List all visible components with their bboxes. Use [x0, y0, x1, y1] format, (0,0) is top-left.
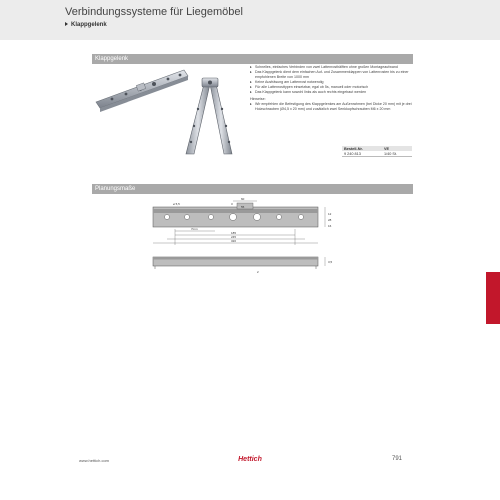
breadcrumb	[65, 22, 107, 28]
feature-item: ▸ Keine Ausfräsung am Lattenrost notwendig	[250, 80, 415, 85]
hinweis-item: ▸ Wir empfehlen die Befestigung des Klappgelenkes am Außenrahmen (bei Dicke 20 mm) mit je drei Holzschrauben (Ø4,5 x 20 mm) und zusätzlich zwei Senkkopfschrauben M6 x 20 mm	[250, 102, 415, 112]
dim-label: 16	[328, 224, 332, 228]
hinge-photo-illustration	[92, 64, 244, 156]
section-bar-product: Klappgelenk	[92, 54, 413, 64]
dim-label: 3	[231, 202, 233, 206]
feature-item: ▸ Für alle Lattenrosttypen einsetzbar, egal ob 5s, manuell oder motorisch	[250, 85, 415, 90]
page-number: 791	[392, 456, 403, 462]
hinge-bar-flat	[96, 70, 188, 112]
brand-logo	[232, 454, 268, 466]
feature-item: ▸ Schnelles, einfaches Verbinden von zwei Lattenrosthälften ohne großen Montageaufwand	[250, 65, 415, 70]
dim-label: ø 5,5	[173, 202, 180, 206]
dim-label: 185	[231, 231, 237, 235]
logo-text: Hettich	[238, 456, 262, 463]
hinge-top-view	[153, 203, 318, 227]
dim-label: 28	[328, 218, 332, 222]
dimension-drawing	[145, 195, 360, 285]
section-bar-planning: Planungsmaße	[92, 184, 413, 194]
dim-label: 60	[241, 197, 245, 201]
feature-item: ▸ Das Klappgelenk kann sowohl links als auch rechts eingebaut werden	[250, 90, 415, 95]
dim-label: 2	[257, 270, 259, 274]
footer-url[interactable]: www.hettich.com	[79, 458, 110, 463]
dim-label: 3,5	[328, 260, 333, 264]
order-col-header: VE	[382, 146, 412, 151]
dim-label: 7mm	[191, 227, 198, 231]
product-photo	[92, 64, 244, 156]
order-col-header: Bestell-Nr.	[342, 146, 382, 151]
packing-unit: 1/40 St.	[382, 151, 412, 157]
dim-label: 245	[231, 235, 237, 239]
technical-drawing	[145, 195, 360, 285]
order-table	[342, 146, 412, 157]
hinweis-title: Hinweise:	[250, 97, 266, 101]
feature-list	[250, 65, 415, 112]
order-number: 9 240 813	[342, 151, 382, 157]
hinge-folded	[186, 78, 232, 154]
page-title: Verbindungssysteme für Liegemöbel	[65, 6, 243, 18]
dim-label: 320	[231, 239, 237, 243]
breadcrumb-label: Klappgelenk	[71, 22, 107, 28]
hinge-side-view	[153, 257, 325, 269]
dim-label: 12	[328, 212, 332, 216]
table-row	[342, 151, 412, 157]
feature-item: ▸ Das Klappgelenk dient dem einfachen Auf- und Zusammenklappen von Lattenrosten bis zu einer empfohlenen Breite von 1000 mm	[250, 70, 415, 80]
dim-label: 55	[241, 205, 245, 209]
chapter-tab	[486, 272, 500, 324]
triangle-right-icon	[65, 22, 68, 26]
